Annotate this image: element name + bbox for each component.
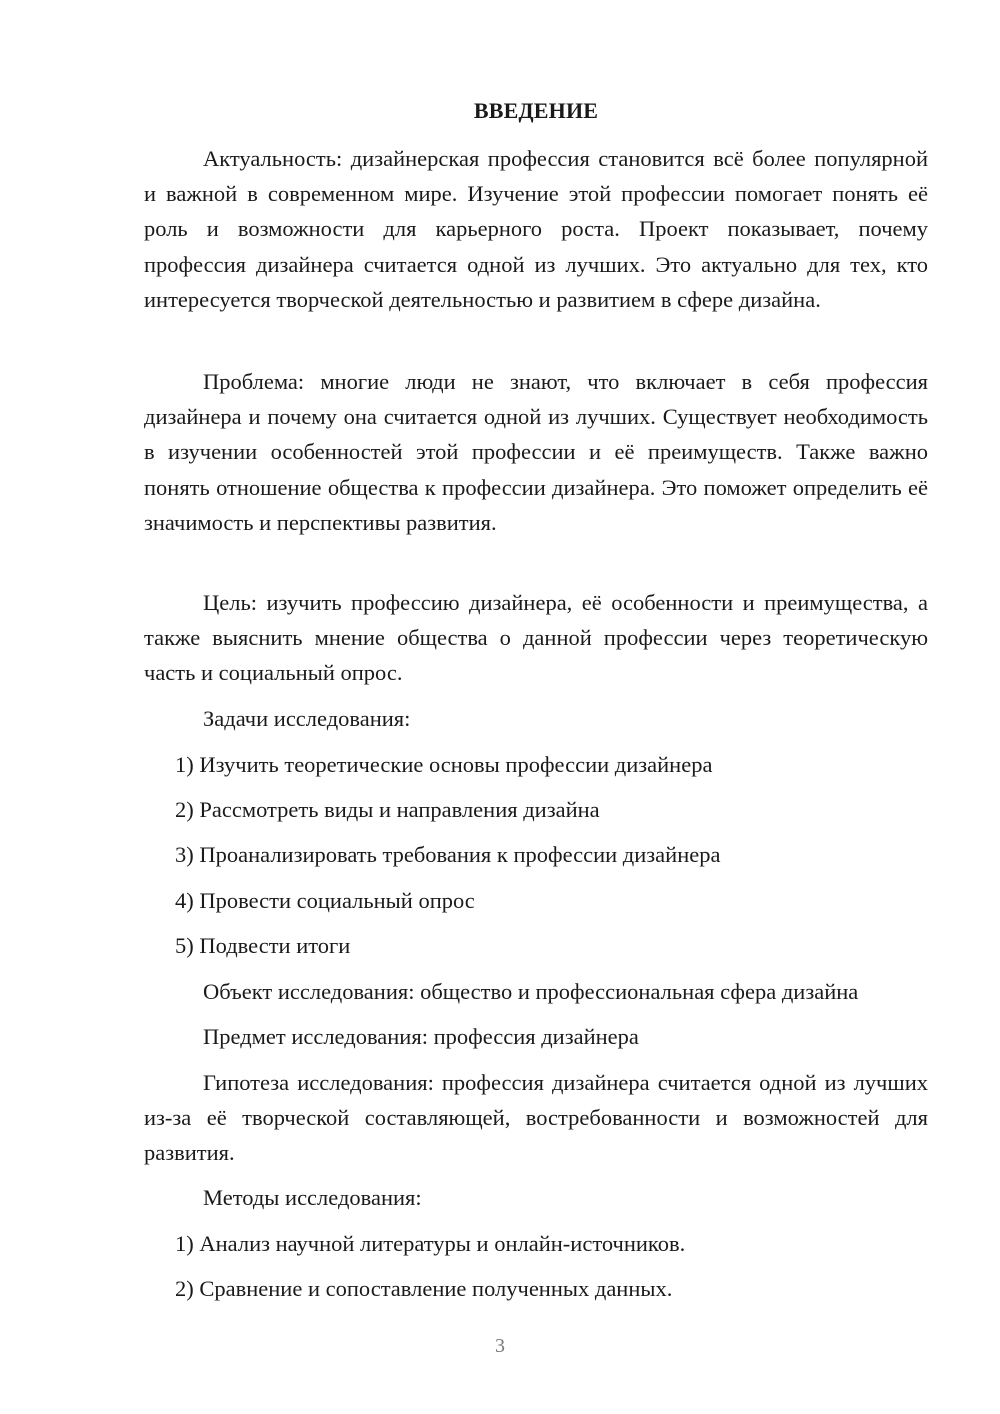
hypothesis-paragraph: Гипотеза исследования: профессия дизайнера считается одной из лучших из-за её творческой составляющей, востребованности и возможностей для развития. bbox=[144, 1070, 928, 1166]
tasks-title: Задачи исследования: bbox=[203, 706, 411, 731]
list-item: 5) Подвести итоги bbox=[175, 933, 351, 958]
list-item: 4) Провести социальный опрос bbox=[175, 888, 475, 913]
goal-paragraph: Цель: изучить профессию дизайнера, её особенности и преимущества, а также выяснить мнение общества о данной профессии через теоретическую часть и социальный опрос. bbox=[144, 590, 928, 686]
research-subject: Предмет исследования: профессия дизайнера bbox=[203, 1024, 639, 1049]
page-number: 3 bbox=[495, 1335, 505, 1357]
list-item: 1) Анализ научной литературы и онлайн-источников. bbox=[175, 1231, 686, 1256]
list-item: 2) Рассмотреть виды и направления дизайна bbox=[175, 797, 600, 822]
problem-paragraph: Проблема: многие люди не знают, что включает в себя профессия дизайнера и почему она считается одной из лучших. Существует необходимость в изучении особенностей этой профессии и её преимуществ. Также важно понять отношение общества к профессии дизайнера. Это поможет определить её значимость и перспективы развития. bbox=[144, 369, 928, 535]
list-item: 1) Изучить теоретические основы профессии дизайнера bbox=[175, 752, 713, 777]
section-heading: ВВЕДЕНИЕ bbox=[473, 98, 599, 123]
relevance-paragraph: Актуальность: дизайнерская профессия становится всё более популярной и важной в современном мире. Изучение этой профессии помогает понять её роль и возможности для карьерного роста. Проект показывает, почему профессия дизайнера считается одной из лучших. Это актуально для тех, кто интересуется творческой деятельностью и развитием в сфере дизайна. bbox=[144, 146, 928, 312]
methods-title: Методы исследования: bbox=[203, 1185, 422, 1210]
list-item: 2) Сравнение и сопоставление полученных данных. bbox=[175, 1276, 673, 1301]
list-item: 3) Проанализировать требования к профессии дизайнера bbox=[175, 842, 721, 867]
research-object: Объект исследования: общество и профессиональная сфера дизайна bbox=[203, 979, 859, 1004]
